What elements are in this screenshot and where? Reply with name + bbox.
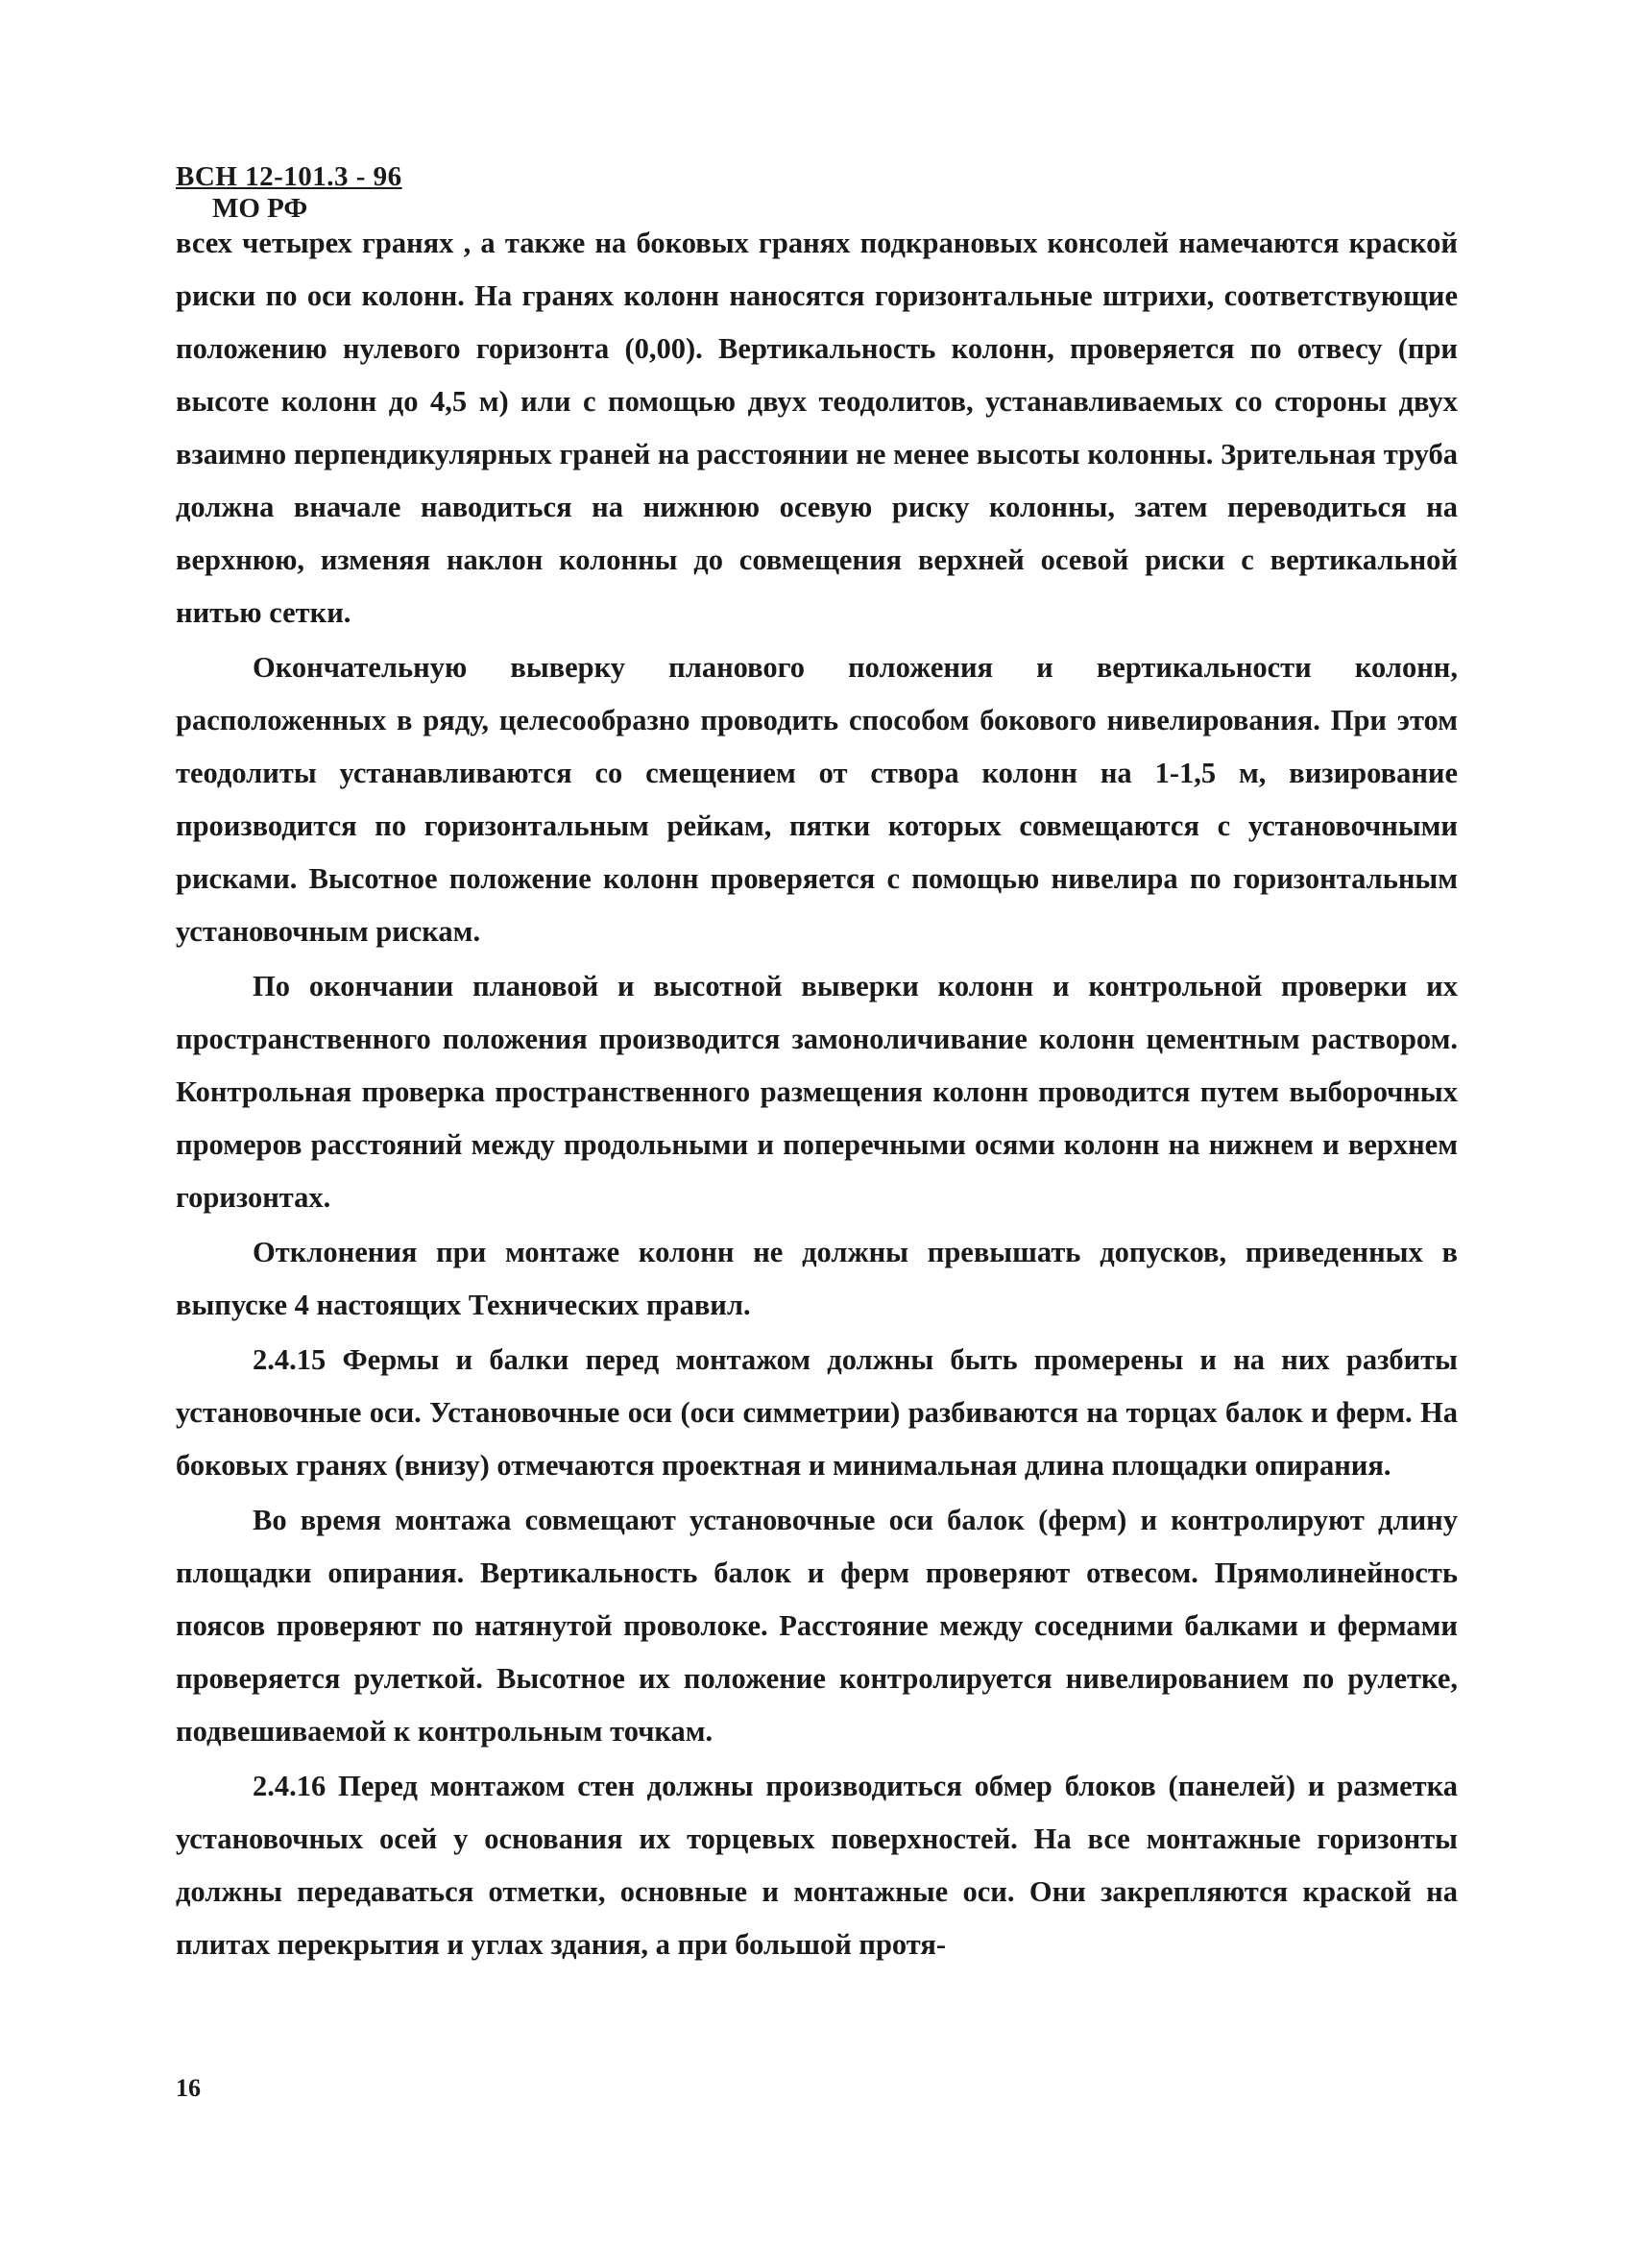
paragraph: По окончании плановой и высотной выверки колонн и контрольной проверки их пространственного положения производится замоноличивание колонн цементным раствором. Контрольная проверка пространственного размещения колонн проводится путем выборочных промеров расстояний между продольными и поперечными осями колонн на нижнем и верхнем горизонтах. bbox=[176, 970, 1458, 1214]
organization-label: МО РФ bbox=[212, 193, 308, 225]
paragraph-section-2-4-15: 2.4.15 Фермы и балки перед монтажом должны быть промерены и на них разбиты установочные оси. Установочные оси (оси симметрии) разбиваются на торцах балок и ферм. На боковых гранях (внизу) отмечаются проектная и минимальная длина площадки опирания. bbox=[176, 1343, 1458, 1482]
document-header bbox=[176, 161, 402, 226]
document-code: ВСН 12-101.3 - 96 bbox=[176, 161, 402, 192]
document-body bbox=[176, 217, 1458, 1971]
paragraph-section-2-4-16: 2.4.16 Перед монтажом стен должны производиться обмер блоков (панелей) и разметка установочных осей у основания их торцевых поверхностей. На все монтажные горизонты должны передаваться отметки, основные и монтажные оси. Они закрепляются краской на плитах перекрытия и углах здания, а при большой протя- bbox=[176, 1770, 1458, 1961]
page-number: 16 bbox=[176, 2074, 201, 2102]
paragraph: Окончательную выверку планового положения и вертикальности колонн, расположенных в ряду, целесообразно проводить способом бокового нивелирования. При этом теодолиты устанавливаются со смещением от створа колонн на 1-1,5 м, визирование производится по горизонтальным рейкам, пятки которых совмещаются с установочными рисками. Высотное положение колонн проверяется с помощью нивелира по горизонтальным установочным рискам. bbox=[176, 651, 1458, 948]
paragraph: Отклонения при монтаже колонн не должны превышать допусков, приведенных в выпуске 4 настоящих Технических правил. bbox=[176, 1236, 1458, 1321]
paragraph: Во время монтажа совмещают установочные оси балок (ферм) и контролируют длину площадки опирания. Вертикальность балок и ферм проверяют отвесом. Прямолинейность поясов проверяют по натянутой проволоке. Расстояние между соседними балками и фермами проверяется рулеткой. Высотное их положение контролируется нивелированием по рулетке, подвешиваемой к контрольным точкам. bbox=[176, 1504, 1458, 1748]
paragraph-continuation: всех четырех гранях , а также на боковых гранях подкрановых консолей намечаются краской риски по оси колонн. На гранях колонн наносятся горизонтальные штрихи, соответствующие положению нулевого горизонта (0,00). Вертикальность колонн, проверяется по отвесу (при высоте колонн до 4,5 м) или с помощью двух теодолитов, устанавливаемых со стороны двух взаимно перпендикулярных граней на расстоянии не менее высоты колонны. Зрительная труба должна вначале наводиться на нижнюю осевую риску колонны, затем переводиться на верхнюю, изменяя наклон колонны до совмещения верхней осевой риски с вертикальной нитью сетки. bbox=[176, 227, 1458, 629]
